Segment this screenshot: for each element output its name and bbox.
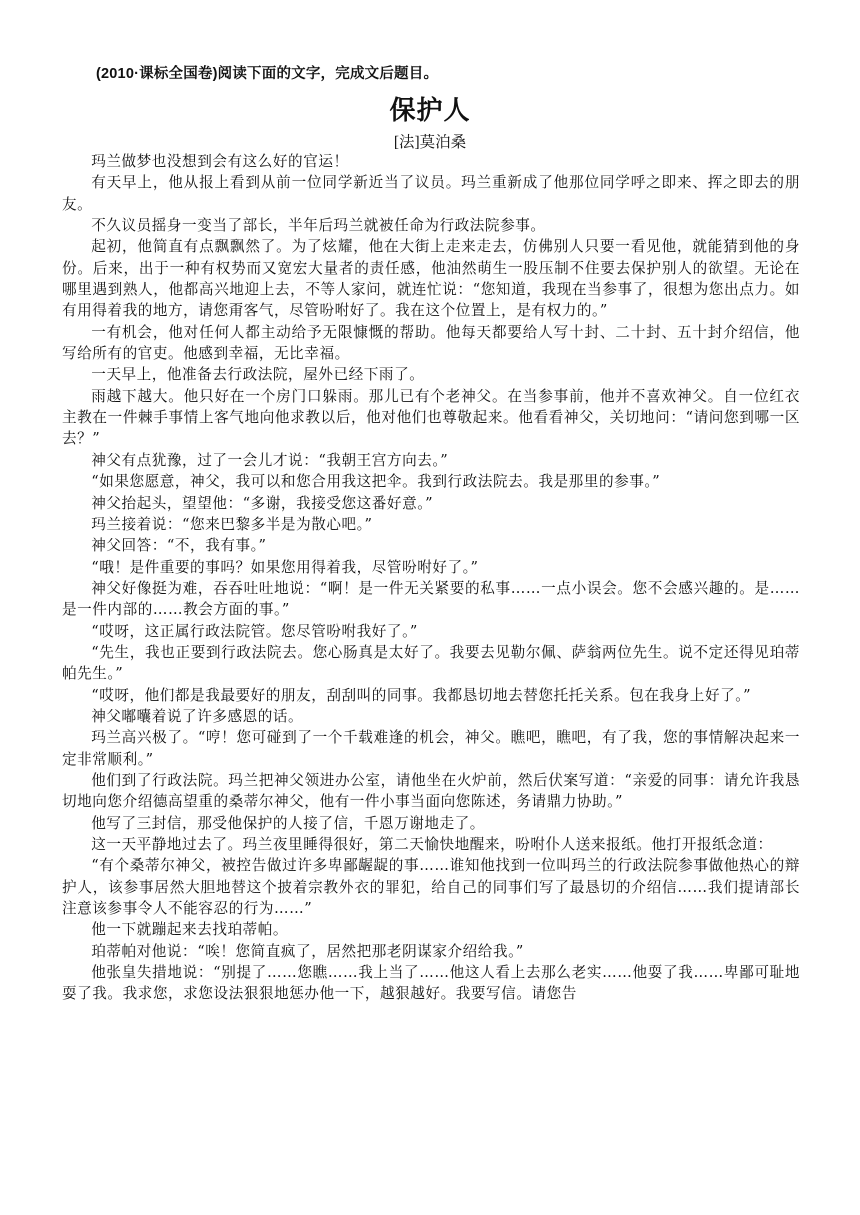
paragraph: “如果您愿意，神父，我可以和您合用我这把伞。我到行政法院去。我是那里的参事。” bbox=[91, 473, 661, 491]
paragraph: 他写了三封信，那受他保护的人接了信，千恩万谢地走了。 bbox=[91, 814, 485, 832]
paragraph: “先生，我也正要到行政法院去。您心肠真是太好了。我要去见勒尔佩、萨翁两位先生。说不定还得见珀蒂帕先生。” bbox=[62, 643, 800, 683]
story-author: [法]莫泊桑 bbox=[393, 134, 467, 151]
paragraph: 玛兰接着说：“您来巴黎多半是为散心吧。” bbox=[91, 515, 373, 533]
paragraph: 一有机会，他对任何人都主动给予无限慷慨的帮助。他每天都要给人写十封、二十封、五十封介绍信，他写给所有的官吏。他感到幸福，无比幸福。 bbox=[62, 323, 800, 363]
paragraph: “有个桑蒂尔神父，被控告做过许多卑鄙龌龊的事……谁知他找到一位叫玛兰的行政法院参事做他热心的辩护人，该参事居然大胆地替这个披着宗教外衣的罪犯，给自己的同事们写了最恳切的介绍信……我们提请部长注意该参事令人不能容忍的行为……” bbox=[62, 857, 800, 918]
paragraph: 他张皇失措地说：“别提了……您瞧……我上当了……他这人看上去那么老实……他耍了我……卑鄙可耻地耍了我。我求您，求您设法狠狠地惩办他一下，越狠越好。我要写信。请您告 bbox=[62, 964, 800, 1003]
paragraph: 神父有点犹豫，过了一会儿才说：“我朝王宫方向去。” bbox=[91, 451, 449, 469]
paragraph: 神父好像挺为难，吞吞吐吐地说：“啊！是一件无关紧要的私事……一点小误会。您不会感兴趣的。是……是一件内部的……教会方面的事。” bbox=[62, 579, 800, 619]
paragraph: 雨越下越大。他只好在一个房门口躲雨。那儿已有个老神父。在当参事前，他并不喜欢神父。自一位红衣主教在一件棘手事情上客气地向他求教以后，他对他们也尊敬起来。他看看神父，关切地问：“请问您到哪一区去？” bbox=[62, 387, 800, 448]
paragraph: 他一下就蹦起来去找珀蒂帕。 bbox=[91, 921, 289, 939]
paragraph: 一天早上，他准备去行政法院，屋外已经下雨了。 bbox=[91, 366, 425, 384]
paragraph: 这一天平静地过去了。玛兰夜里睡得很好，第二天愉快地醒来，吩咐仆人送来报纸。他打开报纸念道： bbox=[91, 836, 773, 853]
paragraph: “哎呀，这正属行政法院管。您尽管吩咐我好了。” bbox=[91, 622, 418, 640]
story-title: 保护人 bbox=[389, 95, 471, 125]
paragraph: 神父抬起头，望望他：“多谢，我接受您这番好意。” bbox=[91, 494, 434, 512]
paragraph: 玛兰高兴极了。“哼！您可碰到了一个千载难逢的机会，神父。瞧吧，瞧吧，有了我，您的事情解决起来一定非常顺利。” bbox=[62, 729, 800, 768]
paragraph: 有天早上，他从报上看到从前一位同学新近当了议员。玛兰重新成了他那位同学呼之即来、挥之即去的朋友。 bbox=[62, 174, 800, 213]
paragraph: 他们到了行政法院。玛兰把神父领进办公室，请他坐在火炉前，然后伏案写道：“亲爱的同事：请允许我恳切地向您介绍德高望重的桑蒂尔神父，他有一件小事当面向您陈述，务请鼎力协助。” bbox=[62, 771, 800, 811]
paragraph: 起初，他简直有点飘飘然了。为了炫耀，他在大街上走来走去，仿佛别人只要一看见他，就能猜到他的身份。后来，出于一种有权势而又宽宏大量者的责任感，他油然萌生一股压制不住要去保护别人的欲望。无论在哪里遇到熟人，他都高兴地迎上去，不等人家问，就连忙说：“您知道，我现在当参事了，很想为您出点力。如有用得着我的地方，请您甭客气，尽管吩咐好了。我在这个位置上，是有权力的。” bbox=[62, 238, 800, 320]
paragraph: “哦！是件重要的事吗？如果您用得着我，尽管吩咐好了。” bbox=[91, 558, 479, 576]
paragraph: 神父嘟囔着说了许多感恩的话。 bbox=[91, 707, 304, 725]
source-note: (2010·课标全国卷)阅读下面的文字，完成文后题目。 bbox=[96, 66, 439, 82]
paragraph: 神父回答：“不，我有事。” bbox=[91, 537, 267, 555]
story-body bbox=[62, 151, 800, 1005]
paragraph: 不久议员摇身一变当了部长，半年后玛兰就被任命为行政法院参事。 bbox=[91, 217, 546, 235]
paragraph: 玛兰做梦也没想到会有这么好的官运！ bbox=[91, 153, 349, 170]
paragraph: 珀蒂帕对他说：“唉！您简直疯了，居然把那老阴谋家介绍给我。” bbox=[91, 942, 524, 960]
paragraph: “哎呀，他们都是我最要好的朋友，刮刮叫的同事。我都恳切地去替您托托关系。包在我身上好了。” bbox=[91, 686, 752, 704]
